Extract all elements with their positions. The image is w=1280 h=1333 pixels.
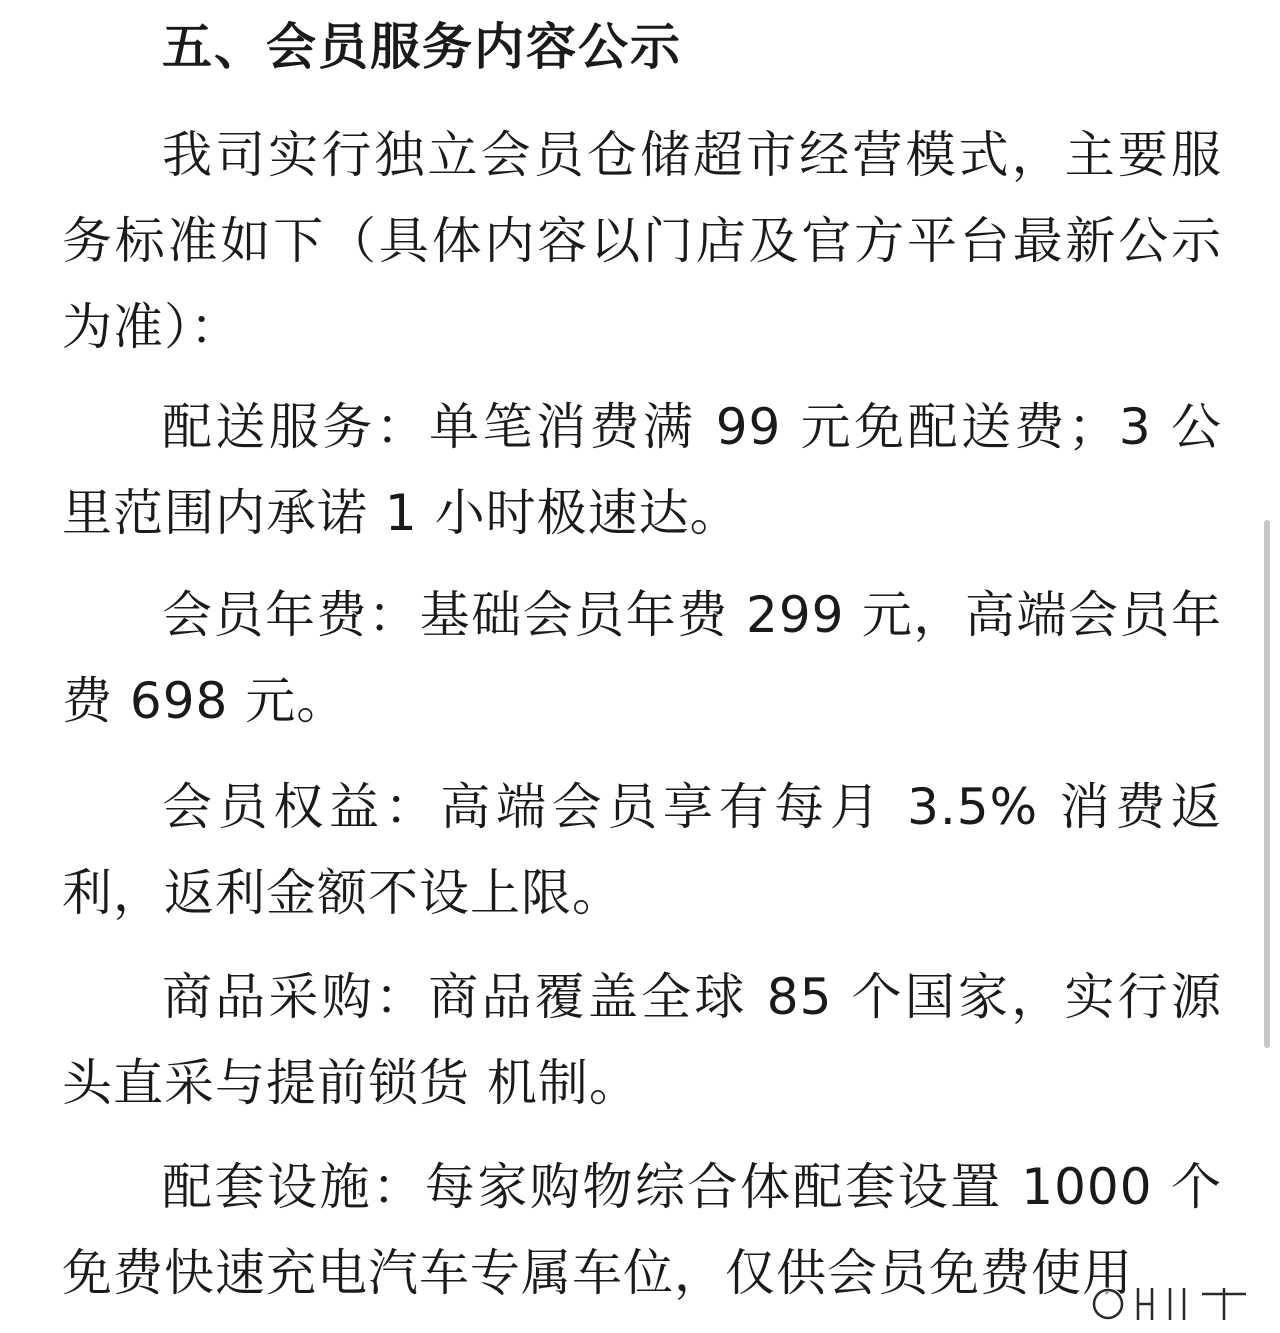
paragraph-member-benefits: 会员权益：高端会员享有每月 3.5% 消费返利，返利金额不设上限。 bbox=[62, 778, 1222, 922]
intro-paragraph: 我司实行独立会员仓储超市经营模式，主要服务标准如下（具体内容以门店及官方平台最新公示为准）： bbox=[62, 126, 1222, 356]
scrollbar-thumb[interactable] bbox=[1264, 520, 1270, 1048]
section-heading: 五、会员服务内容公示 bbox=[162, 18, 682, 76]
paragraph-membership-fee: 会员年费：基础会员年费 299 元，高端会员年费 698 元。 bbox=[62, 586, 1222, 730]
paragraph-procurement: 商品采购：商品覆盖全球 85 个国家，实行源头直采与提前锁货 机制。 bbox=[62, 968, 1222, 1112]
paragraph-delivery-service: 配送服务：单笔消费满 99 元免配送费；3 公里范围内承诺 1 小时极速达。 bbox=[62, 398, 1222, 542]
platform-watermark-icon bbox=[1086, 1280, 1258, 1326]
paragraph-facilities: 配套设施：每家购物综合体配套设置 1000 个免费快速充电汽车专属车位，仅供会员免费使用 bbox=[62, 1158, 1222, 1302]
